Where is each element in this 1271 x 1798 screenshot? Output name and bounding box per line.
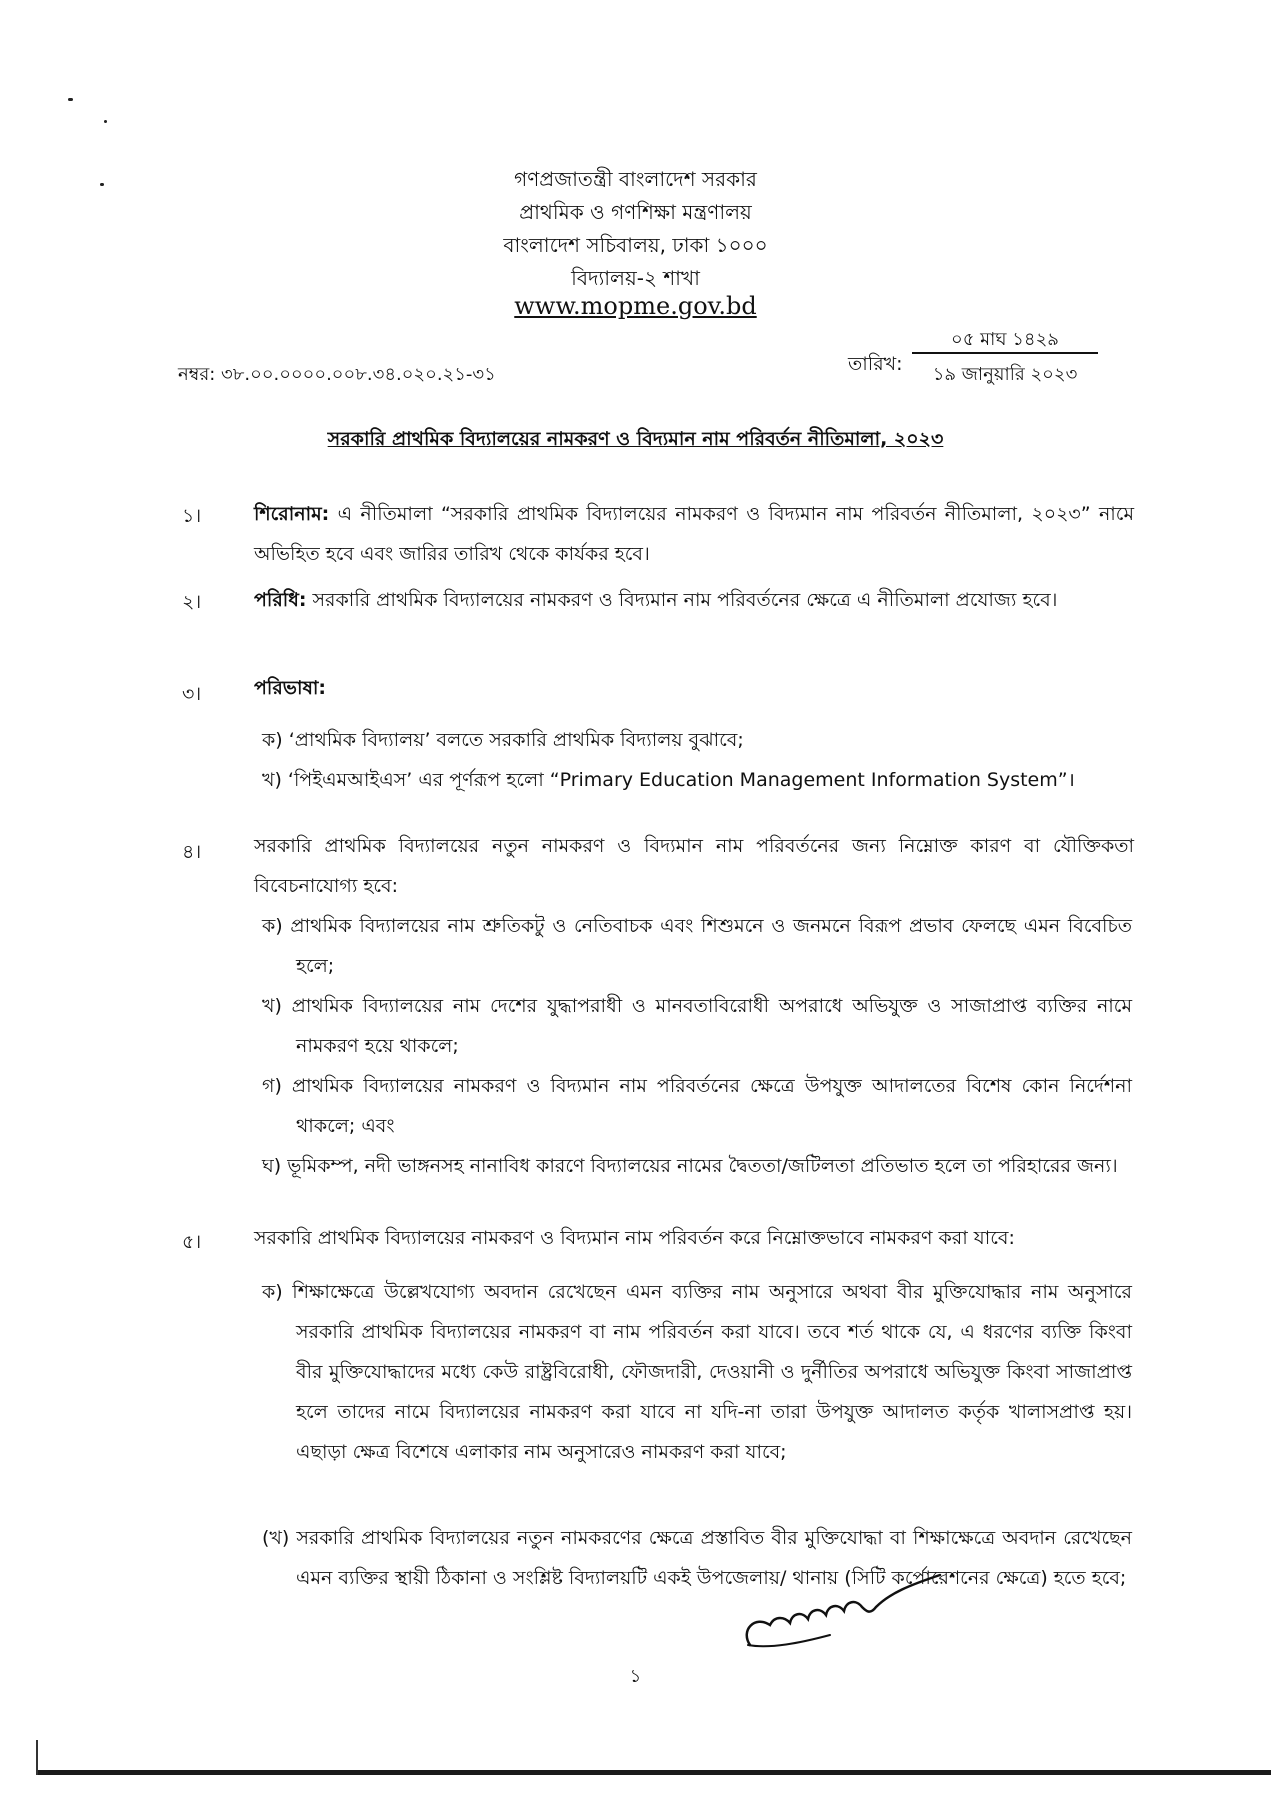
header-address: বাংলাদেশ সচিবালয়, ঢাকা ১০০০ bbox=[503, 233, 768, 257]
page-number: ১ bbox=[629, 1666, 642, 1687]
date-bangla: ০৫ মাঘ ১৪২৯ bbox=[951, 329, 1059, 350]
scan-speck bbox=[104, 120, 107, 123]
section-4-text: সরকারি প্রাথমিক বিদ্যালয়ের নতুন নামকরণ ও বিদ্যমান নাম পরিবর্তনের জন্য নিম্নোক্ত কারণ বা যৌক্তিকতা বিবেচনাযোগ্য হবে: bbox=[254, 835, 1134, 897]
section-3-heading: পরিভাষা: bbox=[254, 677, 327, 699]
section-2-text: সরকারি প্রাথমিক বিদ্যালয়ের নামকরণ ও বিদ্যমান নাম পরিবর্তনের ক্ষেত্রে এ নীতিমালা প্রযোজ্য হবে। bbox=[306, 589, 1058, 611]
document-title: সরকারি প্রাথমিক বিদ্যালয়ের নামকরণ ও বিদ্যমান নাম পরিবর্তন নীতিমালা, ২০২৩ bbox=[327, 428, 944, 450]
section-1-heading: শিরোনাম: bbox=[254, 503, 330, 525]
date-label: তারিখ: bbox=[848, 353, 903, 375]
header-ministry: প্রাথমিক ও গণশিক্ষা মন্ত্রণালয় bbox=[519, 200, 752, 224]
signature bbox=[730, 1545, 970, 1665]
section-3-item-kha: খ) ‘পিইএমআইএস’ এর পূর্ণরূপ হলো “Primary Education Management Information System”। bbox=[262, 769, 1075, 791]
section-1-number: ১। bbox=[182, 505, 202, 527]
scan-speck bbox=[68, 98, 73, 101]
scan-left-edge bbox=[36, 1740, 38, 1775]
section-3-number: ৩। bbox=[182, 683, 202, 705]
section-4-item-ka: ক) প্রাথমিক বিদ্যালয়ের নাম শ্রুতিকটু ও নেতিবাচক এবং শিশুমনে ও জনমনে বিরূপ প্রভাব ফেলছে এমন বিবেচিত হলে; bbox=[262, 915, 1132, 977]
section-4-number: ৪। bbox=[182, 841, 202, 863]
section-5-number: ৫। bbox=[182, 1231, 202, 1253]
section-5-text: সরকারি প্রাথমিক বিদ্যালয়ের নামকরণ ও বিদ্যমান নাম পরিবর্তন করে নিম্নোক্তভাবে নামকরণ করা যাবে: bbox=[254, 1227, 1015, 1249]
section-2-heading: পরিধি: bbox=[254, 589, 307, 611]
section-2-paragraph bbox=[254, 580, 1134, 620]
date-english: ১৯ জানুয়ারি ২০২৩ bbox=[932, 364, 1078, 385]
section-4-item-kha: খ) প্রাথমিক বিদ্যালয়ের নাম দেশের যুদ্ধাপরাধী ও মানবতাবিরোধী অপরাধে অভিযুক্ত ও সাজাপ্রাপ্ত ব্যক্তির নামে নামকরণ হয়ে থাকলে; bbox=[262, 995, 1132, 1057]
header-branch: বিদ্যালয়-২ শাখা bbox=[571, 266, 700, 290]
section-4-item-gha: ঘ) ভূমিকম্প, নদী ভাঙ্গনসহ নানাবিধ কারণে বিদ্যালয়ের নামের দ্বৈততা/জটিলতা প্রতিভাত হলে তা পরিহারের জন্য। bbox=[262, 1155, 1118, 1177]
section-5-item-ka: ক) শিক্ষাক্ষেত্রে উল্লেখযোগ্য অবদান রেখেছেন এমন ব্যক্তির নাম অনুসারে অথবা বীর মুক্তিযোদ্ধার নাম অনুসারে সরকারি প্রাথমিক বিদ্যালয়ের নামকরণ বা নাম পরিবর্তন করা যাবে। তবে শর্ত থাকে যে, এ ধরণের ব্যক্তি কিংবা বীর মুক্তিযোদ্ধাদের মধ্যে কেউ রাষ্ট্রবিরোধী, ফৌজদারী, দেওয়ানী ও দুর্নীতির অপরাধে অভিযুক্ত কিংবা সাজাপ্রাপ্ত হলে তাদের নামে বিদ্যালয়ের নামকরণ করা যাবে না যদি-না তারা উপযুক্ত আদালত কর্তৃক খালাসপ্রাপ্ত হয়। এছাড়া ক্ষেত্র বিশেষে এলাকার নাম অনুসারেও নামকরণ করা যাবে; bbox=[262, 1281, 1132, 1463]
header-website-link[interactable]: www.mopme.gov.bd bbox=[514, 292, 757, 320]
scan-bottom-edge bbox=[36, 1770, 1271, 1775]
section-1-text: এ নীতিমালা “সরকারি প্রাথমিক বিদ্যালয়ের নামকরণ ও বিদ্যমান নাম পরিবর্তন নীতিমালা, ২০২৩” নামে অভিহিত হবে এবং জারির তারিখ থেকে কার্যকর হবে। bbox=[254, 503, 1134, 565]
section-3-item-ka: ক) ‘প্রাথমিক বিদ্যালয়’ বলতে সরকারি প্রাথমিক বিদ্যালয় বুঝাবে; bbox=[262, 729, 744, 751]
section-2-number: ২। bbox=[182, 591, 202, 613]
section-1-paragraph bbox=[254, 494, 1134, 574]
date-divider bbox=[912, 352, 1098, 355]
memo-number: নম্বর: ৩৮.০০.০০০০.০০৮.৩৪.০২০.২১-৩১ bbox=[178, 364, 496, 385]
section-5-item-kha: (খ) সরকারি প্রাথমিক বিদ্যালয়ের নতুন নামকরণের ক্ষেত্রে প্রস্তাবিত বীর মুক্তিযোদ্ধা বা শিক্ষাক্ষেত্রে অবদান রেখেছেন এমন ব্যক্তির স্থায়ী ঠিকানা ও সংশ্লিষ্ট বিদ্যালয়টি একই উপজেলায়/ থানায় (সিটি কর্পোরেশনের ক্ষেত্রে) হতে হবে; bbox=[262, 1527, 1132, 1589]
header-government: গণপ্রজাতন্ত্রী বাংলাদেশ সরকার bbox=[514, 167, 757, 191]
section-4-item-ga: গ) প্রাথমিক বিদ্যালয়ের নামকরণ ও বিদ্যমান নাম পরিবর্তনের ক্ষেত্রে উপযুক্ত আদালতের বিশেষ কোন নির্দেশনা থাকলে; এবং bbox=[262, 1075, 1132, 1137]
